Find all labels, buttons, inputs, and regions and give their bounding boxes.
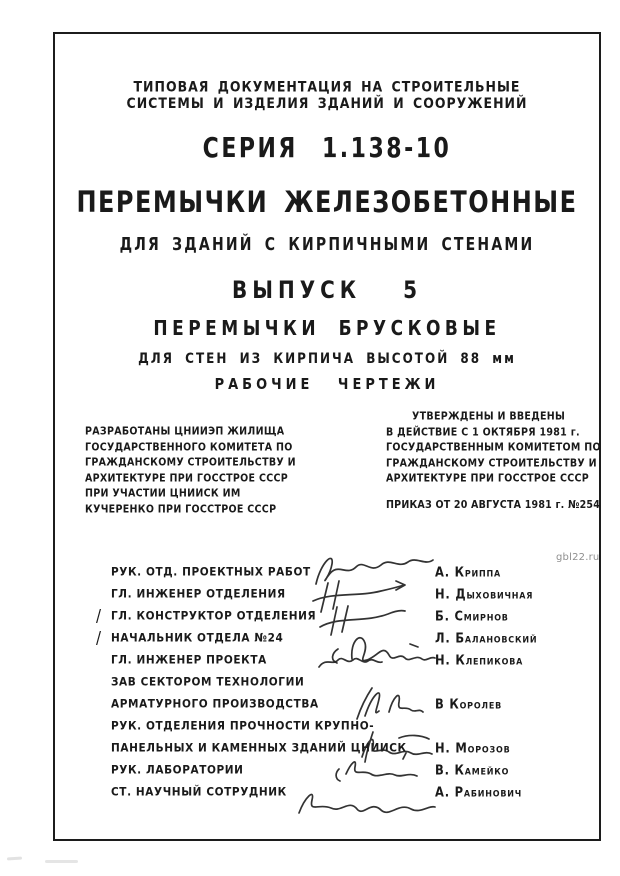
developed-by-block (85, 424, 296, 517)
approved-by-line: УТВЕРЖДЕНЫ И ВВЕДЕНЫ (412, 410, 566, 423)
signatories-list (55, 562, 599, 804)
doc-category-line2: СИСТЕМЫ И ИЗДЕЛИЯ ЗДАНИЙ И СООРУЖЕНИЙ (126, 93, 528, 112)
approved-by-line: ГОСУДАРСТВЕННЫМ КОМИТЕТОМ ПО (386, 441, 601, 454)
developed-by-line: РАЗРАБОТАНЫ ЦНИИЭП ЖИЛИЩА (85, 425, 285, 438)
page-border-frame (53, 32, 601, 841)
scan-smudge (45, 860, 78, 863)
signatory-name: Л. Балановский (435, 630, 538, 646)
signatory-role: ГЛ. КОНСТРУКТОР ОТДЕЛЕНИЯ (111, 609, 317, 623)
signatory-role: СТ. НАУЧНЫЙ СОТРУДНИК (111, 785, 287, 799)
signatory-row (55, 716, 599, 741)
signatory-row (55, 672, 599, 697)
developed-by-line: ГОСУДАРСТВЕННОГО КОМИТЕТА ПО (85, 440, 293, 454)
document-type: РАБОЧИЕ ЧЕРТЕЖИ (214, 376, 440, 394)
signatory-name: Н. Морозов (435, 740, 511, 756)
signatory-name: Б. Смирнов (435, 608, 509, 624)
signatory-role: РУК. ОТД. ПРОЕКТНЫХ РАБОТ (111, 565, 311, 579)
signatory-row (55, 760, 599, 785)
signatory-name: Н. Дыховичная (435, 586, 534, 602)
signatory-row (55, 694, 599, 719)
signatory-row (55, 606, 599, 631)
approved-by-line: В ДЕЙСТВИЕ С 1 ОКТЯБРЯ 1981 г. (386, 425, 580, 439)
signatory-role: ГЛ. ИНЖЕНЕР ПРОЕКТА (111, 653, 267, 667)
product-subtitle: ДЛЯ СТЕН ИЗ КИРПИЧА ВЫСОТОЙ 88 мм (138, 350, 516, 367)
signatory-name: В. Камейко (435, 762, 510, 778)
signatory-role: ГЛ. ИНЖЕНЕР ОТДЕЛЕНИЯ (111, 587, 286, 601)
developed-by-line: КУЧЕРЕНКО ПРИ ГОССТРОЕ СССР (85, 502, 277, 516)
series-number: СЕРИЯ 1.138-10 (202, 133, 452, 165)
signatory-row (55, 584, 599, 609)
signatory-row (55, 562, 599, 587)
signatory-role: РУК. ЛАБОРАТОРИИ (111, 763, 244, 777)
order-line: ПРИКАЗ ОТ 20 АВГУСТА 1981 г. №254 (386, 498, 600, 511)
doc-category-line1: ТИПОВАЯ ДОКУМЕНТАЦИЯ НА СТРОИТЕЛЬНЫЕ (133, 77, 521, 96)
signatory-role: НАЧАЛЬНИК ОТДЕЛА №24 (111, 631, 284, 645)
approved-by-block (386, 409, 601, 513)
approved-by-line: АРХИТЕКТУРЕ ПРИ ГОССТРОЕ СССР (386, 472, 590, 485)
developed-by-line: ПРИ УЧАСТИИ ЦНИИСК ИМ (85, 487, 241, 500)
developed-by-line: ГРАЖДАНСКОМУ СТРОИТЕЛЬСТВУ И (85, 456, 296, 469)
signatory-row (55, 738, 599, 763)
slash-mark: / (96, 628, 102, 649)
signatory-name: Н. Клепикова (435, 652, 524, 668)
watermark: gbl22.ru (556, 552, 600, 563)
approved-by-line: ГРАЖДАНСКОМУ СТРОИТЕЛЬСТВУ И (386, 456, 597, 470)
signatory-row (55, 650, 599, 675)
signatory-role: РУК. ОТДЕЛЕНИЯ ПРОЧНОСТИ КРУПНО- (111, 719, 375, 733)
signatory-role: ЗАВ СЕКТОРОМ ТЕХНОЛОГИИ (111, 675, 305, 689)
signatory-role: ПАНЕЛЬНЫХ И КАМЕННЫХ ЗДАНИЙ ЦНИИСК (111, 741, 407, 755)
product-title: ПЕРЕМЫЧКИ БРУСКОВЫЕ (153, 317, 501, 341)
slash-mark: / (96, 606, 102, 627)
signatory-row (55, 628, 599, 653)
signatory-name: А. Рабинович (435, 784, 523, 800)
issue-number: ВЫПУСК 5 (231, 275, 423, 304)
main-subtitle: ДЛЯ ЗДАНИЙ С КИРПИЧНЫМИ СТЕНАМИ (119, 235, 535, 255)
signatory-name: А. Криппа (435, 564, 502, 580)
developed-by-line: АРХИТЕКТУРЕ ПРИ ГОССТРОЕ СССР (85, 471, 289, 485)
main-title: ПЕРЕМЫЧКИ ЖЕЛЕЗОБЕТОННЫЕ (76, 185, 578, 220)
signatory-role: АРМАТУРНОГО ПРОИЗВОДСТВА (111, 697, 319, 711)
signatory-row (55, 782, 599, 807)
scan-smudge (7, 856, 22, 860)
signatory-name: В Королев (435, 696, 503, 712)
doc-category-heading (55, 79, 599, 111)
